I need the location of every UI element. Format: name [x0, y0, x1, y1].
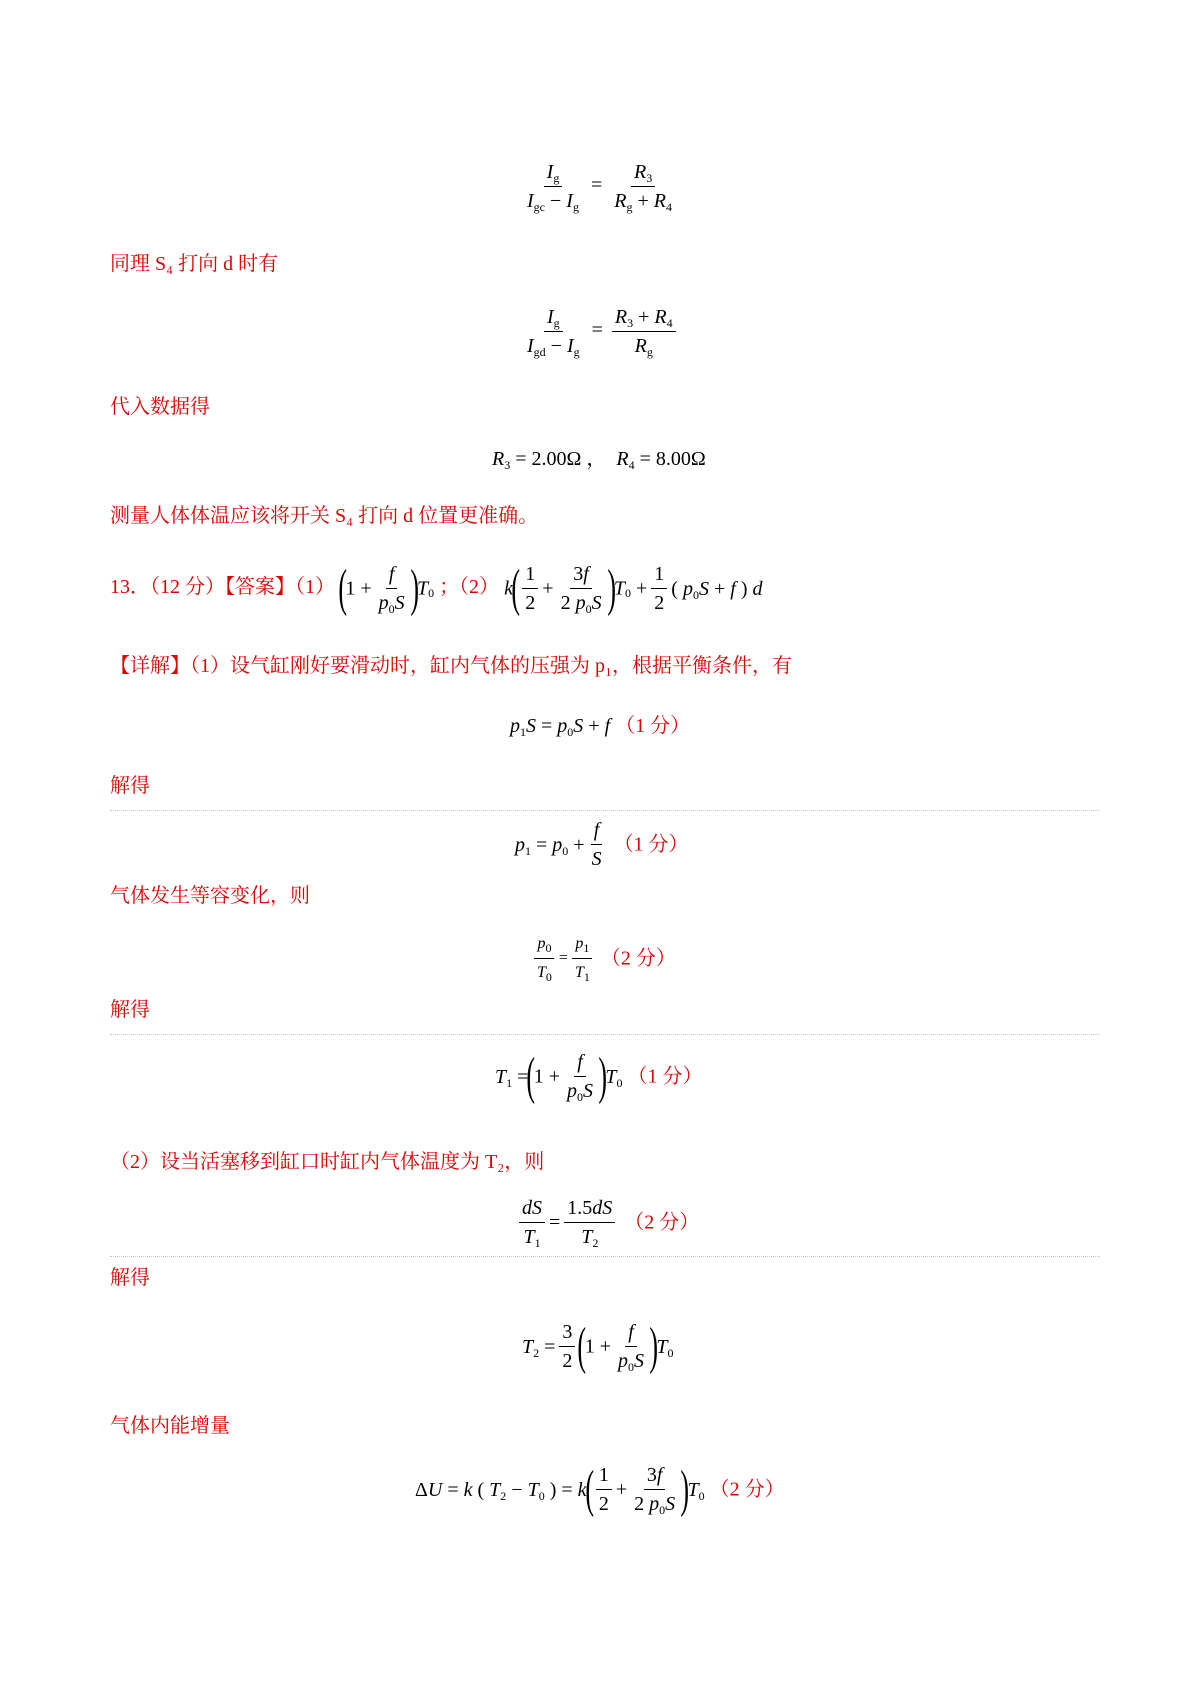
text-part-2: （2）设当活塞移到缸口时缸内气体温度为 T₂，则: [110, 1151, 545, 1173]
text-detail: 【详解】（1）设气缸刚好要滑动时，缸内气体的压强为 p₁，根据平衡条件，有: [110, 655, 792, 677]
score-p1: （1 分）: [613, 833, 689, 856]
text-solve-3: 解得: [110, 1267, 150, 1289]
equation-current-ratio-d: $\frac{I_g}{I_{gd} - I_g}$ = $\frac{R_3 + R_4}{R_g}$: [520, 305, 680, 358]
q13-answer-line: 13．（12 分）【答案】（1） (1 + $\frac{f}{p_0S}$ )$T_0$ ；（2） k( $\frac{1}{2}$ + $\frac{3f}{2 p_0S}$ )$T_0$ + $\frac{1}{2}$ ( $p_0S + f$ ) d: [110, 559, 763, 617]
text-internal-energy: 气体内能增量: [110, 1415, 230, 1437]
divider-2: [110, 1034, 1100, 1035]
score-balance: （1 分）: [615, 715, 691, 737]
text-isochoric: 气体发生等容变化，则: [110, 885, 310, 907]
equation-isobaric: $\frac{dS}{T_1}$ = $\frac{1.5dS}{T_2}$ （2 分）: [515, 1196, 699, 1249]
q13-separator: ；（2）: [439, 576, 500, 599]
equation-current-ratio-c: $\frac{I_g}{I_{gc} - I_g}$ = $\frac{R_3}{R_g + R_4}$: [527, 161, 672, 214]
equation-force-balance: $p_1S = p_0S + f$ （1 分）: [510, 715, 691, 739]
text-same-d: 同理 S₄ 打向 d 时有: [110, 253, 279, 275]
text-solve-1: 解得: [110, 775, 150, 797]
text-substitute: 代入数据得: [110, 396, 210, 418]
equation-isochoric: $\frac{p_0}{T_0}$ = $\frac{p_1}{T_1}$ （2 分）: [530, 932, 676, 985]
equation-resistor-values: $R_3 = 2.00\Omega$ ， $R_4 = 8.00\Omega$: [492, 448, 706, 472]
score-isochoric: （2 分）: [600, 947, 676, 970]
score-delta-U: （2 分）: [709, 1478, 785, 1501]
divider-3: [110, 1256, 1100, 1257]
q13-heading: 13．（12 分）【答案】（1）: [110, 576, 335, 599]
equation-T2: $T_2$ = $\frac{3}{2}$ (1 + $\frac{f}{p_0S}$ )$T_0$: [522, 1317, 674, 1375]
equation-p1: $p_1 = p_0$ + $\frac{f}{S}$ （1 分）: [515, 819, 689, 870]
divider-1: [110, 810, 1100, 811]
score-isobaric: （2 分）: [624, 1211, 700, 1234]
score-T1: （1 分）: [627, 1065, 703, 1088]
equation-T1: $T_1 =(1$ + $\frac{f}{p_0S}$ )$T_0$ （1 分）: [495, 1047, 703, 1105]
equation-delta-U: ΔU = k ( $T_2 - T_0$ ) = k( $\frac{1}{2}$ + $\frac{3f}{2 p_0S}$ )$T_0$ （2 分）: [415, 1460, 785, 1518]
text-solve-2: 解得: [110, 999, 150, 1021]
text-measure-conclusion: 测量人体体温应该将开关 S₄ 打向 d 位置更准确。: [110, 505, 539, 527]
